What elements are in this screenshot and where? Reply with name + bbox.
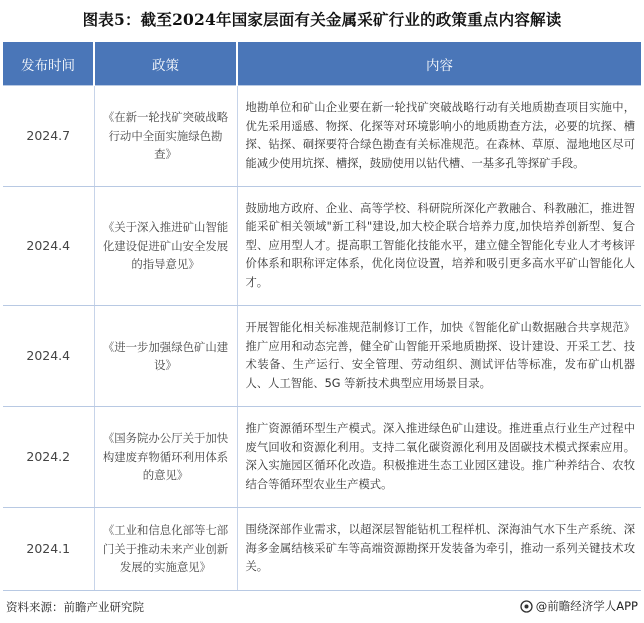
row-content: 开展智能化相关标准规范制修订工作，加快《智能化矿山数据融合共享规范》推广应用和动态完善，健全矿山智能开采地质勘探、设计建设、开采工艺、技术装备、生产运行、安全管理、劳动组织、测试评估等标准，发布矿山机器人、人工智能、5G 等新技术典型应用场景目录。 — [237, 306, 641, 407]
column-header-policy: 政策 — [94, 42, 237, 86]
row-content: 推广资源循环型生产模式。深入推进绿色矿山建设。推进重点行业生产过程中废气回收和资源化利用。支持二氧化碳资源化利用及固碳技术模式探索应用。深入实施园区循环化改造。积极推进生态工业园区建设。推广种养结合、农牧结合等循环型农业生产模式。 — [237, 407, 641, 508]
table-row — [3, 306, 641, 407]
row-policy: 《关于深入推进矿山智能化建设促进矿山安全发展的指导意见》 — [94, 187, 237, 306]
brand-logo-icon — [520, 600, 533, 613]
row-policy: 《进一步加强绿色矿山建设》 — [94, 306, 237, 407]
table-row — [3, 508, 641, 591]
page-title: 图表5：截至2024年国家层面有关金属采矿行业的政策重点内容解读 — [82, 10, 562, 29]
policy-table — [3, 42, 641, 591]
row-content: 地勘单位和矿山企业要在新一轮找矿突破战略行动有关地质勘查项目实施中，优先采用遥感、物探、化探等对环境影响小的地质勘查方法，必要的坑探、槽探、钻探、硐探要符合绿色勘查有关标准规范。在森林、草原、湿地地区尽可能减少使用坑探、槽探，鼓励使用以钻代槽、一基多孔等探矿手段。 — [237, 86, 641, 187]
row-content: 鼓励地方政府、企业、高等学校、科研院所深化产教融合、科教融汇，推进智能采矿相关领域"新工科"建设,加大校企联合培养力度,加快培养创新型、复合型、应用型人才。提高职工智能化技能水平，建立健全智能化专业人才考核评价体系和职称评定体系，优化岗位设置，培养和吸引更多高水平矿山智能化人才。 — [237, 187, 641, 306]
row-date: 2024.1 — [3, 508, 94, 591]
source-note: 资料来源：前瞻产业研究院 — [6, 600, 144, 614]
table-row — [3, 407, 641, 508]
column-header-date: 发布时间 — [3, 42, 94, 86]
row-policy: 《工业和信息化部等七部门关于推动未来产业创新发展的实施意见》 — [94, 508, 237, 591]
row-date: 2024.4 — [3, 306, 94, 407]
table-header-row — [3, 42, 641, 86]
brand-credit — [520, 598, 638, 614]
row-date: 2024.7 — [3, 86, 94, 187]
row-date: 2024.2 — [3, 407, 94, 508]
table-row — [3, 86, 641, 187]
row-policy: 《在新一轮找矿突破战略行动中全面实施绿色勘查》 — [94, 86, 237, 187]
row-content: 围绕深部作业需求，以超深层智能钻机工程样机、深海油气水下生产系统、深海多金属结核采矿车等高端资源勘探开发装备为牵引，推动一系列关键技术攻关。 — [237, 508, 641, 591]
row-policy: 《国务院办公厅关于加快构建废弃物循环利用体系的意见》 — [94, 407, 237, 508]
table-row — [3, 187, 641, 306]
column-header-content: 内容 — [237, 42, 641, 86]
brand-label: @前瞻经济学人APP — [535, 599, 638, 613]
row-date: 2024.4 — [3, 187, 94, 306]
